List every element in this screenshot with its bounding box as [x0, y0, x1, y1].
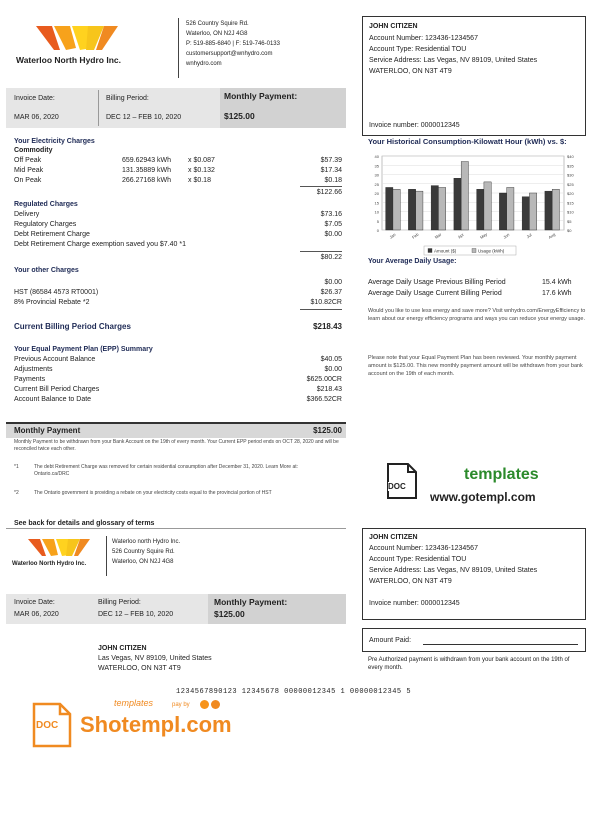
amount-paid-line[interactable]: [423, 644, 578, 645]
shotempl-small: templates: [114, 698, 154, 708]
debt-label: Debt Retirement Charge: [14, 231, 90, 238]
stub-company-line-3: Waterloo, ON N2J 4G8: [112, 559, 174, 565]
regulated-subtotal: $80.22: [320, 254, 342, 261]
templates-title: templates: [464, 466, 539, 483]
stub-recipient-address: Las Vegas, NV 89109, United States: [98, 655, 212, 662]
daily-prev-label: Average Daily Usage Previous Billing Period: [368, 279, 506, 286]
company-address-2: Waterloo, ON N2J 4G8: [186, 31, 248, 37]
epp-prev-label: Previous Account Balance: [14, 356, 96, 363]
billing-period-label: Billing Period:: [106, 95, 149, 102]
doc-icon-label: DOC: [388, 482, 406, 491]
offpeak-amount: $57.39: [320, 157, 342, 164]
stub-divider: [106, 536, 107, 576]
chart-legend-label: Amount ($): [434, 248, 457, 254]
delivery-label: Delivery: [14, 211, 40, 218]
regulated-title: Regulated Charges: [14, 201, 78, 208]
doc-icon: [386, 462, 418, 500]
monthly-payment-amount: $125.00: [224, 111, 255, 121]
epp-pay-label: Payments: [14, 376, 46, 383]
company-email[interactable]: customersupport@wnhydro.com: [186, 51, 273, 57]
chart-xtick-label: Jun: [502, 231, 511, 240]
chart-xtick-label: Apr: [456, 231, 465, 240]
chart-bar: [454, 178, 461, 230]
footnote-2-mark: *2: [14, 490, 19, 496]
chart-bar: [522, 197, 529, 230]
commodity-title: Commodity: [14, 147, 53, 154]
epp-prev-amount: $40.05: [320, 356, 342, 363]
other-rule: [300, 309, 342, 310]
chart-bar: [545, 191, 552, 230]
rebate-label: 8% Provincial Rebate *2: [14, 299, 90, 306]
offpeak-label: Off Peak: [14, 157, 42, 164]
chart-legend-swatch: [472, 249, 476, 253]
daily-prev-value: 15.4 kWh: [542, 279, 572, 286]
chart-ytick-label: 5: [376, 218, 379, 224]
commodity-rule: [300, 186, 342, 187]
stub-box-type: Account Type: Residential TOU: [369, 556, 467, 563]
chart-y2tick-label: $40: [567, 154, 574, 159]
stub-box-city: WATERLOO, ON N3T 4T9: [369, 578, 452, 585]
epp-adj-amount: $0.00: [324, 366, 342, 373]
epp-review-paragraph: Please note that your Equal Payment Plan has been reviewed. Your monthly payment amount is $125.00. This new monthly payment amount will be withdrawn from your bank account on the 19th of each month.: [368, 355, 583, 377]
header-divider: [178, 18, 179, 78]
chart-ytick-label: 15: [374, 200, 379, 206]
other-title: Your other Charges: [14, 267, 79, 274]
debt-exemption-label: Debt Retirement Charge exemption saved you $7.40 *1: [14, 241, 186, 248]
invoice-date-label: Invoice Date:: [14, 95, 55, 102]
account-type: Account Type: Residential TOU: [369, 46, 467, 53]
stub-box-invoice: Invoice number: 0000012345: [369, 600, 460, 607]
other-blank-amount: $0.00: [324, 279, 342, 286]
regulatory-label: Regulatory Charges: [14, 221, 77, 228]
monthly-bar-amount: $125.00: [313, 426, 342, 435]
footnote-2-text: The Ontario government is providing a rebate on your electricity costs equal to the provincial portion of HST: [34, 490, 272, 496]
summary-divider-1: [98, 90, 99, 126]
hst-label: HST (86584 4573 RT0001): [14, 289, 99, 296]
chart-y2tick-label: $35: [567, 163, 574, 169]
company-name: Waterloo North Hydro Inc.: [16, 55, 121, 65]
chart-ytick-label: 25: [374, 181, 379, 187]
offpeak-qty: 659.62943 kWh: [122, 157, 172, 164]
paypal-icon: [211, 700, 220, 709]
daily-usage-title: Your Average Daily Usage:: [368, 258, 457, 265]
amount-paid-box: [362, 628, 586, 652]
epp-curr-label: Current Bill Period Charges: [14, 386, 100, 393]
footnote-1-text: The debt Retirement Charge was removed for certain residential consumption after December 31, 2020. Learn More at: Ontario.ca/DRC: [34, 464, 299, 477]
stub-customer-box: [362, 528, 586, 620]
regulatory-amount: $7.05: [324, 221, 342, 228]
delivery-amount: $73.16: [320, 211, 342, 218]
templates-url[interactable]: www.gotempl.com: [430, 490, 536, 504]
amount-paid-label: Amount Paid:: [369, 637, 412, 644]
chart-xtick-label: May: [478, 231, 489, 240]
chart-bar: [529, 193, 536, 230]
footnote-1-mark: *1: [14, 464, 19, 470]
account-number: Account Number: 123436-1234567: [369, 35, 478, 42]
chart-ytick-label: 30: [374, 172, 379, 178]
chart-ytick-label: 40: [374, 154, 379, 159]
chart-y2tick-label: $5: [567, 218, 572, 224]
shotempl-doc-icon: [32, 702, 72, 748]
consumption-chart: [364, 148, 584, 258]
chart-bar: [484, 182, 491, 230]
epp-curr-amount: $218.43: [316, 386, 342, 393]
chart-legend-swatch: [428, 249, 432, 253]
stub-billing-period: DEC 12 – FEB 10, 2020: [98, 611, 174, 618]
chart-ytick-label: 10: [374, 209, 379, 215]
chart-bar: [461, 162, 468, 230]
chart-ytick-label: 0: [376, 228, 379, 233]
efficiency-paragraph: Would you like to use less energy and save more? Visit wnhydro.com/EnergyEfficiency to learn about our energy efficiency programs and ways you can reduce your energy usage.: [368, 308, 586, 322]
stub-monthly-amount: $125.00: [214, 609, 245, 619]
see-back-note: See back for details and glossary of terms: [14, 520, 155, 527]
daily-curr-value: 17.6 kWh: [542, 290, 572, 297]
chart-xtick-label: Feb: [411, 231, 420, 240]
shotempl-payby: pay by: [172, 702, 190, 708]
chart-bar: [408, 189, 415, 230]
monthly-bar-label: Monthly Payment: [14, 426, 81, 435]
stub-company-line-2: 526 Country Squire Rd.: [112, 549, 175, 555]
micr-line: 1234567890123 12345678 00000012345 1 00000012345 5: [176, 688, 412, 696]
onpeak-qty: 266.27168 kWh: [122, 177, 172, 184]
chart-bar: [438, 187, 445, 230]
chart-bar: [386, 187, 393, 230]
monthly-bar-note: Monthly Payment to be withdrawn from your Bank Account on the 19th of every month. Your Current EPP period ends on OCT 28, 2020 and will be reconciled twice each other.: [14, 439, 339, 452]
epp-title: Your Equal Payment Plan (EPP) Summary: [14, 346, 153, 353]
debt-amount: $0.00: [324, 231, 342, 238]
stub-billing-period-label: Billing Period:: [98, 599, 141, 606]
chart-xtick-label: Jan: [388, 231, 397, 240]
stub-box-name: JOHN CITIZEN: [369, 534, 418, 541]
chart-title: Your Historical Consumption-Kilowatt Hour (kWh) vs. $:: [368, 137, 567, 146]
midpeak-amount: $17.34: [320, 167, 342, 174]
midpeak-rate: x $0.132: [188, 167, 215, 174]
stub-company-name: Waterloo North Hydro Inc.: [12, 561, 87, 567]
rebate-amount: $10.82CR: [310, 299, 342, 306]
chart-legend-label: Usage (kWh): [478, 248, 505, 254]
current-period-label: Current Billing Period Charges: [14, 322, 131, 331]
monthly-payment-label: Monthly Payment:: [224, 91, 298, 101]
chart-y2tick-label: $20: [567, 191, 574, 196]
chart-xtick-label: Aug: [547, 231, 557, 240]
current-period-amount: $218.43: [313, 322, 342, 331]
daily-curr-label: Average Daily Usage Current Billing Period: [368, 290, 502, 297]
service-city: WATERLOO, ON N3T 4T9: [369, 68, 452, 75]
stub-invoice-date-label: Invoice Date:: [14, 599, 55, 606]
chart-bar: [507, 187, 514, 230]
onpeak-label: On Peak: [14, 177, 42, 184]
stub-company-line-1: Waterloo north Hydro Inc.: [112, 539, 181, 545]
service-address: Service Address: Las Vegas, NV 89109, United States: [369, 57, 538, 64]
company-address-1: 526 Country Squire Rd.: [186, 21, 249, 27]
chart-bar: [416, 191, 423, 230]
preauth-note: Pre Authorized payment is withdrawn from your bank account on the 19th of every month.: [368, 657, 570, 671]
chart-xtick-label: Jul: [525, 232, 533, 240]
chart-ytick-label: 20: [374, 191, 379, 196]
hst-amount: $26.37: [320, 289, 342, 296]
onpeak-rate: x $0.18: [188, 177, 211, 184]
epp-pay-amount: $625.00CR: [306, 376, 342, 383]
commodity-subtotal: $122.66: [316, 189, 342, 196]
stub-box-address: Service Address: Las Vegas, NV 89109, United States: [369, 567, 538, 574]
chart-bar: [431, 186, 438, 230]
epp-balance-label: Account Balance to Date: [14, 396, 92, 403]
chart-y2tick-label: $10: [567, 209, 574, 215]
chart-bar: [393, 189, 400, 230]
customer-box: [362, 16, 586, 136]
chart-ytick-label: 35: [374, 163, 379, 169]
invoice-date: MAR 06, 2020: [14, 114, 59, 121]
stub-recipient-city: WATERLOO, ON N3T 4T9: [98, 665, 181, 672]
midpeak-label: Mid Peak: [14, 167, 44, 174]
chart-bar: [477, 189, 484, 230]
company-phone: P: 519-885-6840 | F: 519-746-0133: [186, 41, 280, 47]
chart-bar: [552, 189, 559, 230]
midpeak-qty: 131.35889 kWh: [122, 167, 172, 174]
bitcoin-icon: [200, 700, 209, 709]
stub-recipient-name: JOHN CITIZEN: [98, 645, 147, 652]
electricity-title: Your Electricity Charges: [14, 138, 95, 145]
chart-y2tick-label: $0: [567, 228, 572, 233]
customer-name: JOHN CITIZEN: [369, 23, 418, 30]
offpeak-rate: x $0.087: [188, 157, 215, 164]
epp-balance-amount: $366.52CR: [306, 396, 342, 403]
invoice-number: Invoice number: 0000012345: [369, 122, 460, 129]
chart-y2tick-label: $30: [567, 172, 574, 178]
chart-y2tick-label: $25: [567, 181, 574, 187]
onpeak-amount: $0.18: [324, 177, 342, 184]
stub-box-account: Account Number: 123436-1234567: [369, 545, 478, 552]
shotempl-brand[interactable]: Shotempl.com: [80, 712, 232, 737]
chart-xtick-label: Mar: [433, 231, 443, 240]
stub-monthly-label: Monthly Payment:: [214, 597, 288, 607]
company-website[interactable]: wnhydro.com: [186, 61, 222, 67]
epp-adj-label: Adjustments: [14, 366, 53, 373]
chart-bar: [499, 193, 506, 230]
chart-y2tick-label: $15: [567, 200, 574, 206]
billing-period: DEC 12 – FEB 10, 2020: [106, 114, 182, 121]
stub-invoice-date: MAR 06, 2020: [14, 611, 59, 618]
regulated-rule: [300, 251, 342, 252]
shotempl-icon-label: DOC: [36, 720, 59, 731]
stub-cut-line: [6, 528, 346, 529]
